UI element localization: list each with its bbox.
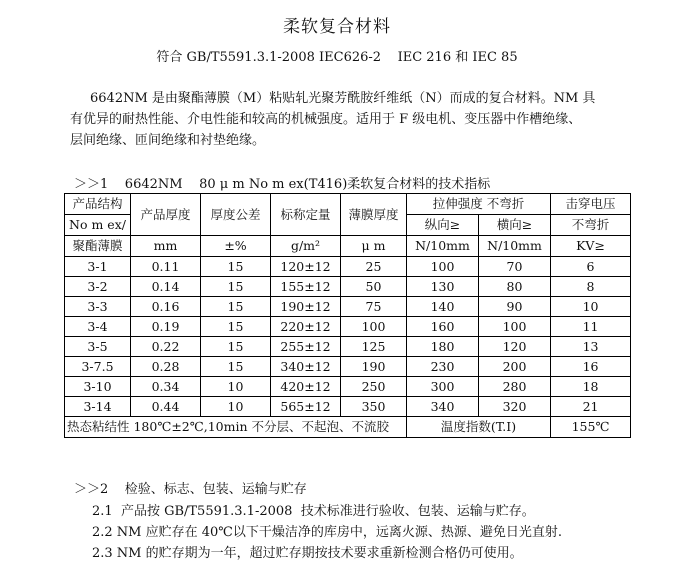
cell-weight: 220±12 — [271, 317, 341, 337]
table-footer-row — [65, 417, 631, 438]
cell-film: 100 — [341, 317, 407, 337]
cell-transverse: 320 — [479, 397, 551, 417]
header-product-structure: 产品结构 — [65, 194, 131, 215]
footer-temp-index-value: 155℃ — [551, 417, 631, 438]
cell-breakdown: 8 — [551, 277, 631, 297]
cell-thickness: 0.34 — [131, 377, 201, 397]
header-row-3 — [65, 236, 631, 257]
cell-longitudinal: 340 — [407, 397, 479, 417]
cell-transverse: 200 — [479, 357, 551, 377]
intro-line-1: 6642NM 是由聚酯薄膜（M）粘贴轧光聚芳酰胺纤维纸（N）而成的复合材料。NM 具 — [90, 91, 596, 106]
cell-transverse: 120 — [479, 337, 551, 357]
header-breakdown-unit: KV≥ — [551, 236, 631, 257]
cell-weight: 190±12 — [271, 297, 341, 317]
cell-longitudinal: 180 — [407, 337, 479, 357]
cell-tolerance: 15 — [201, 357, 271, 377]
header-film-thickness: 薄膜厚度 — [341, 194, 407, 236]
cell-thickness: 0.14 — [131, 277, 201, 297]
cell-code: 3-3 — [65, 297, 131, 317]
document-title: 柔软复合材料 — [283, 17, 391, 37]
cell-code: 3-2 — [65, 277, 131, 297]
cell-code: 3-5 — [65, 337, 131, 357]
intro-line-3: 层间绝缘、匝间绝缘和衬垫绝缘。 — [70, 133, 266, 148]
cell-code: 3-7.5 — [65, 357, 131, 377]
cell-thickness: 0.28 — [131, 357, 201, 377]
cell-tolerance: 15 — [201, 257, 271, 277]
table-row — [65, 277, 631, 297]
spec-table — [64, 193, 631, 438]
header-breakdown-voltage: 击穿电压 — [551, 194, 631, 215]
header-transverse: 横向≥ — [479, 215, 551, 236]
cell-code: 3-1 — [65, 257, 131, 277]
cell-transverse: 90 — [479, 297, 551, 317]
cell-thickness: 0.44 — [131, 397, 201, 417]
footer-bonding: 热态粘结性 180℃±2℃,10min 不分层、不起泡、不流胶 — [65, 417, 407, 438]
cell-film: 190 — [341, 357, 407, 377]
header-product-thickness: 产品厚度 — [131, 194, 201, 236]
cell-transverse: 280 — [479, 377, 551, 397]
cell-thickness: 0.16 — [131, 297, 201, 317]
cell-weight: 255±12 — [271, 337, 341, 357]
cell-breakdown: 18 — [551, 377, 631, 397]
header-tolerance-unit: ±% — [201, 236, 271, 257]
cell-film: 50 — [341, 277, 407, 297]
intro-paragraph — [70, 88, 630, 151]
cell-longitudinal: 130 — [407, 277, 479, 297]
header-tensile-strength: 拉伸强度 不弯折 — [407, 194, 551, 215]
header-nominal-weight: 标称定量 — [271, 194, 341, 236]
header-longitudinal: 纵向≥ — [407, 215, 479, 236]
section-2-item-1: 2.1 产品按 GB/T5591.3.1-2008 技术标准进行验收、包装、运输与贮存。 — [92, 504, 535, 519]
header-thickness-unit: mm — [131, 236, 201, 257]
cell-weight: 120±12 — [271, 257, 341, 277]
cell-breakdown: 6 — [551, 257, 631, 277]
cell-tolerance: 10 — [201, 397, 271, 417]
section-1-heading: ＞＞1 6642NM 80 μ m No m ex(T416)柔软复合材料的技术指标 — [74, 177, 491, 192]
cell-tolerance: 15 — [201, 297, 271, 317]
table-row — [65, 397, 631, 417]
cell-weight: 420±12 — [271, 377, 341, 397]
header-thickness-tolerance: 厚度公差 — [201, 194, 271, 236]
cell-longitudinal: 300 — [407, 377, 479, 397]
table-row — [65, 337, 631, 357]
cell-transverse: 70 — [479, 257, 551, 277]
cell-longitudinal: 230 — [407, 357, 479, 377]
cell-tolerance: 15 — [201, 337, 271, 357]
cell-tolerance: 15 — [201, 317, 271, 337]
cell-thickness: 0.19 — [131, 317, 201, 337]
intro-line-2: 有优异的耐热性能、介电性能和较高的机械强度。适用于 F 级电机、变压器中作槽绝缘、 — [70, 112, 582, 127]
table-row — [65, 317, 631, 337]
cell-code: 3-10 — [65, 377, 131, 397]
cell-tolerance: 15 — [201, 277, 271, 297]
table-row — [65, 377, 631, 397]
header-tensile-unit-1: N/10mm — [407, 236, 479, 257]
cell-transverse: 100 — [479, 317, 551, 337]
cell-breakdown: 16 — [551, 357, 631, 377]
cell-film: 25 — [341, 257, 407, 277]
table-row — [65, 357, 631, 377]
cell-tolerance: 10 — [201, 377, 271, 397]
header-nomex: No m ex/ — [65, 215, 131, 236]
header-row-1 — [65, 194, 631, 215]
cell-film: 125 — [341, 337, 407, 357]
cell-breakdown: 11 — [551, 317, 631, 337]
table-row — [65, 257, 631, 277]
cell-longitudinal: 160 — [407, 317, 479, 337]
section-2-item-2: 2.2 NM 应贮存在 40℃以下干燥洁净的库房中，远离火源、热源、避免日光直射. — [92, 525, 562, 540]
cell-weight: 340±12 — [271, 357, 341, 377]
cell-transverse: 80 — [479, 277, 551, 297]
cell-breakdown: 21 — [551, 397, 631, 417]
header-film-unit: μ m — [341, 236, 407, 257]
cell-thickness: 0.22 — [131, 337, 201, 357]
footer-temp-index-label: 温度指数(T.I) — [407, 417, 551, 438]
document-subtitle: 符合 GB/T5591.3.1-2008 IEC626-2 IEC 216 和 IEC 85 — [156, 50, 518, 65]
cell-weight: 565±12 — [271, 397, 341, 417]
cell-film: 250 — [341, 377, 407, 397]
header-polyester-film: 聚酯薄膜 — [65, 236, 131, 257]
cell-code: 3-4 — [65, 317, 131, 337]
cell-breakdown: 10 — [551, 297, 631, 317]
table-row — [65, 297, 631, 317]
cell-code: 3-14 — [65, 397, 131, 417]
header-breakdown-sub: 不弯折 — [551, 215, 631, 236]
cell-breakdown: 13 — [551, 337, 631, 357]
header-weight-unit: g/m² — [271, 236, 341, 257]
cell-thickness: 0.11 — [131, 257, 201, 277]
cell-longitudinal: 100 — [407, 257, 479, 277]
section-2-item-3: 2.3 NM 的贮存期为一年，超过贮存期按技术要求重新检测合格仍可使用。 — [92, 546, 523, 561]
cell-film: 350 — [341, 397, 407, 417]
cell-film: 75 — [341, 297, 407, 317]
header-tensile-unit-2: N/10mm — [479, 236, 551, 257]
cell-longitudinal: 140 — [407, 297, 479, 317]
cell-weight: 155±12 — [271, 277, 341, 297]
section-2-heading: ＞＞2 检验、标志、包装、运输与贮存 — [74, 482, 307, 497]
